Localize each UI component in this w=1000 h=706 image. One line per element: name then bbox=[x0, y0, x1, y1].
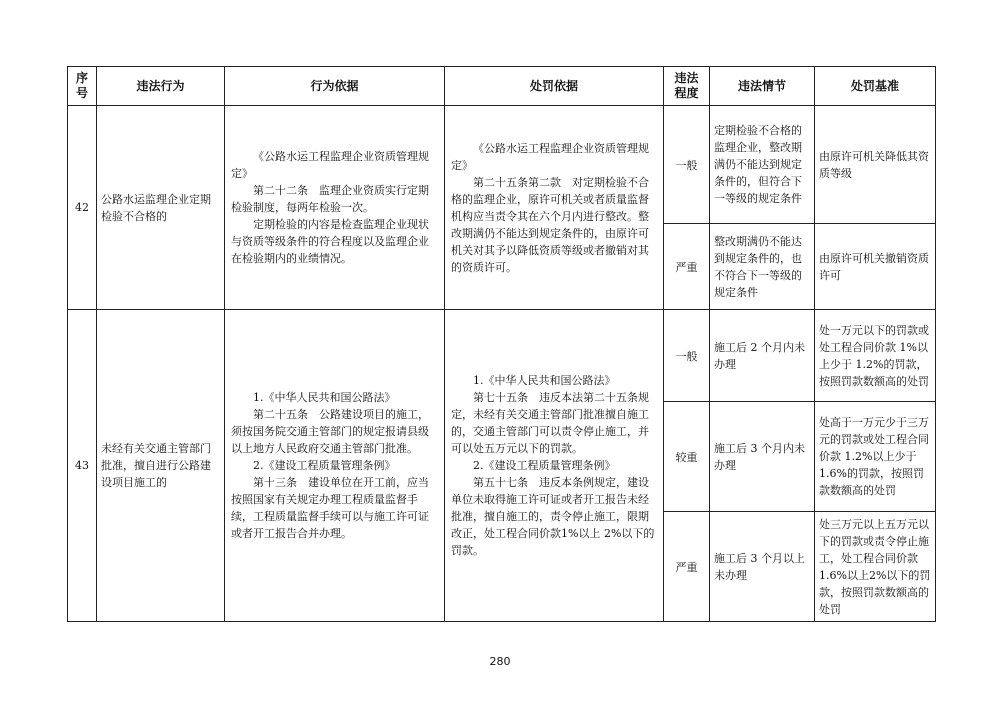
basis-paragraph: 2.《建设工程质量管理条例》 bbox=[253, 459, 396, 472]
header-circumstance: 违法情节 bbox=[710, 67, 815, 106]
header-standard: 处罚基准 bbox=[815, 67, 936, 106]
basis-paragraph: 1.《中华人民共和国公路法》 bbox=[473, 374, 616, 387]
standard-cell: 由原许可机关撤销资质许可 bbox=[815, 224, 936, 310]
basis-paragraph: 定期检验的内容是检查监理企业现状与资质等级条件的符合程度以及监理企业在检验期内的业绩情况。 bbox=[231, 218, 429, 265]
basis-paragraph: 第二十二条 监理企业资质实行定期检验制度，每两年检验一次。 bbox=[231, 184, 429, 214]
row-number: 43 bbox=[68, 310, 97, 622]
degree-cell: 较重 bbox=[664, 402, 710, 512]
basis-paragraph: 2.《建设工程质量管理条例》 bbox=[473, 459, 616, 472]
degree-cell: 一般 bbox=[664, 106, 710, 224]
conduct-basis-cell bbox=[225, 106, 445, 310]
basis-paragraph: 第五十七条 违反本条例规定，建设单位未取得施工许可证或者开工报告未经批准，擅自施工的，责令停止施工，限期改正，处工程合同价款1%以上 2%以下的罚款。 bbox=[451, 476, 655, 557]
standard-cell: 处三万元以上五万元以下的罚款或责令停止施工，处工程合同价款 1.6%以上2%以下的罚款，按照罚款数额高的处罚 bbox=[815, 512, 936, 622]
circumstance-cell: 施工后 3 个月以上未办理 bbox=[710, 512, 815, 622]
header-number: 序号 bbox=[68, 67, 97, 106]
table-row bbox=[68, 106, 936, 224]
basis-paragraph: 第二十五条第二款 对定期检验不合格的监理企业，原许可机关或者质量监督机构应当责令其在六个月内进行整改。整改期满仍不能达到规定条件的，由原许可机关对其予以降低资质等级或者撤销对其的资质许可。 bbox=[451, 175, 649, 274]
circumstance-cell: 施工后 3 个月内未办理 bbox=[710, 402, 815, 512]
violation-cell: 未经有关交通主管部门批准，擅自进行公路建设项目施工的 bbox=[97, 310, 225, 622]
degree-cell: 一般 bbox=[664, 310, 710, 402]
basis-paragraph: 《公路水运工程监理企业资质管理规定》 bbox=[451, 141, 649, 172]
row-number: 42 bbox=[68, 106, 97, 310]
conduct-basis-cell bbox=[225, 310, 445, 622]
standard-cell: 处高于一万元少于三万元的罚款或处工程合同价款 1.2%以上少于 1.6%的罚款，按照罚款数额高的处罚 bbox=[815, 402, 936, 512]
page-number: 280 bbox=[489, 655, 511, 668]
circumstance-cell: 整改期满仍不能达到规定条件的，也不符合下一等级的规定条件 bbox=[710, 224, 815, 310]
degree-cell: 严重 bbox=[664, 224, 710, 310]
basis-paragraph: 第七十五条 违反本法第二十五条规定，未经有关交通主管部门批准擅自施工的，交通主管部门可以责令停止施工，并可以处五万元以下的罚款。 bbox=[451, 391, 649, 455]
header-penalty-basis: 处罚依据 bbox=[445, 67, 664, 106]
basis-paragraph: 第二十五条 公路建设项目的施工，须按国务院交通主管部门的规定报请县级以上地方人民政府交通主管部门批准。 bbox=[231, 408, 429, 455]
circumstance-cell: 施工后 2 个月内未办理 bbox=[710, 310, 815, 402]
penalty-table bbox=[67, 66, 936, 622]
basis-paragraph: 1.《中华人民共和国公路法》 bbox=[253, 391, 396, 404]
standard-cell: 由原许可机关降低其资质等级 bbox=[815, 106, 936, 224]
violation-cell: 公路水运监理企业定期检验不合格的 bbox=[97, 106, 225, 310]
basis-paragraph: 《公路水运工程监理企业资质管理规定》 bbox=[231, 150, 429, 180]
header-conduct-basis: 行为依据 bbox=[225, 67, 445, 106]
penalty-basis-cell bbox=[445, 310, 664, 622]
table-row bbox=[68, 310, 936, 402]
degree-cell: 严重 bbox=[664, 512, 710, 622]
standard-cell: 处一万元以下的罚款或处工程合同价款 1%以上少于 1.2%的罚款，按照罚款数额高的处罚 bbox=[815, 310, 936, 402]
circumstance-cell: 定期检验不合格的监理企业，整改期满仍不能达到规定条件的，但符合下一等级的规定条件 bbox=[710, 106, 815, 224]
header-row bbox=[68, 67, 936, 106]
header-degree: 违法程度 bbox=[664, 67, 710, 106]
header-violation: 违法行为 bbox=[97, 67, 225, 106]
penalty-basis-cell bbox=[445, 106, 664, 310]
basis-paragraph: 第十三条 建设单位在开工前，应当按照国家有关规定办理工程质量监督手续，工程质量监督手续可以与施工许可证或者开工报告合并办理。 bbox=[231, 476, 429, 540]
